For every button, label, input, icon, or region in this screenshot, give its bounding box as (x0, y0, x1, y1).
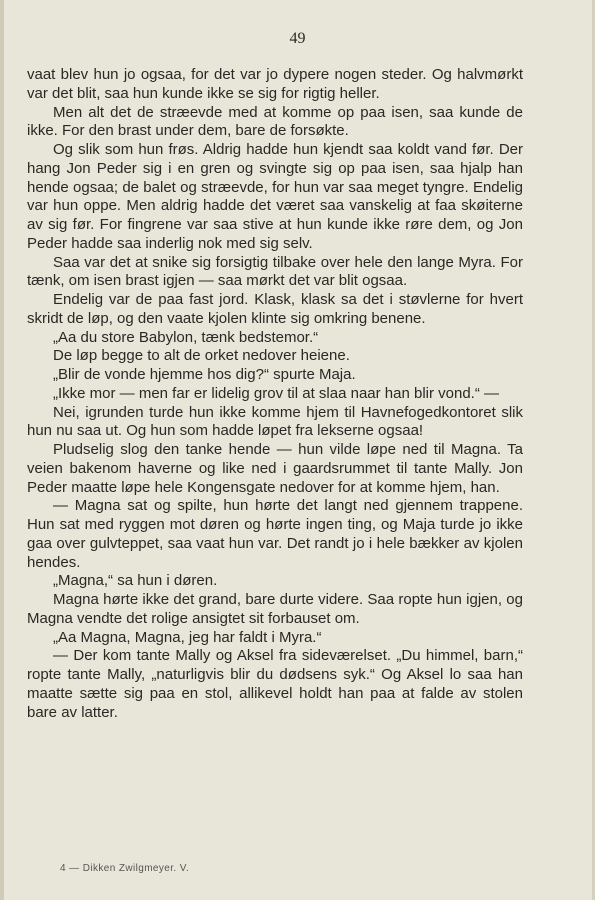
paragraph: — Der kom tante Mally og Aksel fra sideværelset. „Du himmel, barn,“ ropte tante Mally, „naturligvis blir du dødsens syk.“ Og Aksel lo saa han maatte sætte sig paa en stol, allikevel holdt han paa at falde av stolen bare av latter. (27, 647, 523, 721)
paragraph: Men alt det de stræevde med at komme op paa isen, saa kunde de ikke. For den brast under dem, bare de forsøkte. (27, 103, 523, 140)
paragraph: — Magna sat og spilte, hun hørte det langt ned gjennem trappene. Hun sat med ryggen mot døren og hørte ingen ting, og Maja turde jo ikke gaa over gulvteppet, saa vaat hun var. Det randt jo i hele bækker av kjolen hendes. (27, 497, 523, 571)
paragraph: vaat blev hun jo ogsaa, for det var jo dypere nogen steder. Og halvmørkt var det blit, saa hun kunde ikke se sig for rigtig heller. (27, 66, 523, 102)
paragraph: Magna hørte ikke det grand, bare durte videre. Saa ropte hun igjen, og Magna vendte det rolige ansigtet sit forbauset om. (27, 591, 523, 627)
paragraph: Pludselig slog den tanke hende — hun vilde løpe ned til Magna. Ta veien bakenom haverne og like ned i gaardsrummet til tante Mally. Jon Peder maatte løpe hele Kongensgate nedover for at komme hjem, han. (27, 441, 523, 496)
paragraph: „Aa du store Babylon, tænk bedstemor.“ (53, 328, 319, 346)
paragraph: Saa var det at snike sig forsigtig tilbake over hele den lange Myra. For tænk, om isen brast igjen — saa mørkt det var blit ogsaa. (27, 253, 523, 290)
paragraph: „Magna,“ sa hun i døren. (53, 572, 218, 590)
paragraph: Og slik som hun frøs. Aldrig hadde hun kjendt saa koldt vand før. Der hang Jon Peder sig i en gren og svingte sig op paa isen, saa hjalp han hende ogsaa; de balet og stræevde, for hun var saa meget tyngre. Endelig var hun oppe. Men aldrig hadde det været saa vanskelig at faa skøiterne av sig før. For fingrene var saa stive at hun kunde ikke røre dem, og Jon Peder hadde saa inderlig nok med sig selv. (27, 141, 523, 252)
paragraph: Nei, igrunden turde hun ikke komme hjem til Havnefogedkontoret slik hun nu saa ut. Og hun som hadde løpet fra lekserne ogsaa! (27, 403, 523, 440)
paragraph: „Blir de vonde hjemme hos dig?“ spurte Maja. (53, 366, 356, 383)
printer-signature: 4 — Dikken Zwilgmeyer. V. (60, 863, 190, 874)
page-edge-left (0, 0, 4, 900)
paragraph: Endelig var de paa fast jord. Klask, klask sa det i støvlerne for hvert skridt de løp, og den vaate kjolen klinte sig omkring benene. (27, 291, 523, 327)
page-number: 49 (289, 30, 306, 47)
paragraph: „Aa Magna, Magna, jeg har faldt i Myra.“ (53, 628, 322, 646)
body-text (27, 66, 523, 722)
paragraph: De løp begge to alt de orket nedover heiene. (53, 347, 350, 365)
paragraph: „Ikke mor — men far er lidelig grov til at slaa naar han blir vond.“ — (53, 384, 500, 402)
